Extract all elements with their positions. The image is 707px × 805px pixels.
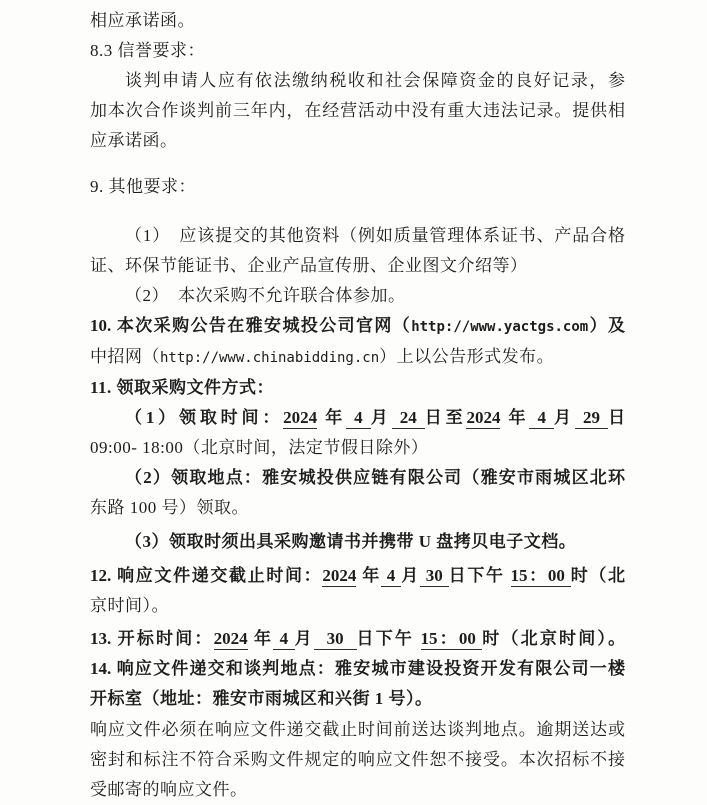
para-submission-notice-line-3 bbox=[90, 775, 625, 805]
line-text: 日 bbox=[608, 408, 626, 427]
line-text: 东路 100 号）领取。 bbox=[90, 498, 249, 517]
line-text: 日下午 bbox=[448, 566, 511, 585]
line-text: 13. 开标时间： bbox=[90, 629, 214, 648]
line-text: 10. 本次采购公告在雅安城投公司官网（ bbox=[90, 316, 412, 335]
collection-end-day: 29 bbox=[574, 408, 609, 427]
item-9-1-other-materials-line-2 bbox=[90, 251, 625, 281]
collection-end-year: 2024 bbox=[466, 408, 501, 427]
deadline-year: 2024 bbox=[322, 566, 357, 585]
collection-start-day: 24 bbox=[391, 408, 425, 427]
line-text: 月 bbox=[370, 408, 392, 427]
line-text: 时（北京时间）。 bbox=[482, 629, 626, 648]
line-text: 年 bbox=[500, 408, 530, 427]
heading-text: 11. 领取采购文件方式： bbox=[90, 378, 275, 397]
line-text: 14. 响应文件递交和谈判地点：雅安城市建设投资开发有限公司一楼 bbox=[90, 659, 625, 678]
line-text: （1） 应该提交的其他资料（例如质量管理体系证书、产品合格 bbox=[125, 226, 625, 245]
url-chinabidding: http://www.chinabidding.cn bbox=[160, 350, 380, 366]
clause-10-announcement-line-1 bbox=[90, 311, 625, 342]
item-11-2-collection-place-line-2 bbox=[90, 493, 625, 523]
clause-10-announcement-line-2 bbox=[90, 342, 625, 373]
line-text: 密封和标注不符合采购文件规定的响应文件恕不接受。本次招标不接 bbox=[90, 750, 625, 769]
line-text: 日至 bbox=[424, 408, 467, 427]
item-11-2-collection-place-line-1 bbox=[90, 463, 625, 493]
line-text: 受邮寄的响应文件。 bbox=[90, 780, 248, 799]
line-text: ）上以公告形式发布。 bbox=[379, 347, 555, 366]
heading-text: 8.3 信誉要求： bbox=[90, 41, 205, 60]
line-commitment-letter-cont bbox=[90, 6, 625, 36]
para-submission-notice-line-1 bbox=[90, 715, 625, 745]
item-11-1-collection-time bbox=[90, 403, 625, 433]
line-text: 月 bbox=[401, 566, 420, 585]
line-text: 中招网（ bbox=[90, 347, 160, 366]
opening-year: 2024 bbox=[213, 629, 248, 648]
clause-14-submission-location-line-2 bbox=[90, 684, 625, 714]
line-text: （2）领取地点：雅安城投供应链有限公司（雅安市雨城区北环 bbox=[125, 468, 625, 487]
line-text: 月 bbox=[554, 408, 575, 427]
item-11-3-collection-requirements bbox=[90, 527, 625, 557]
line-text: 应承诺函。 bbox=[90, 131, 178, 150]
line-text: （1）领取时间： bbox=[125, 408, 284, 427]
url-yactgs: http://www.yactgs.com bbox=[411, 319, 589, 335]
opening-time: 15：00 bbox=[420, 629, 483, 648]
opening-month: 4 bbox=[273, 629, 295, 648]
line-text: （3）领取时须出具采购邀请书并携带 U 盘拷贝电子文档。 bbox=[125, 532, 577, 551]
line-text: 谈判申请人应有依法缴纳税收和社会保障资金的良好记录，参 bbox=[125, 71, 625, 90]
clause-13-bid-opening-time bbox=[90, 624, 625, 654]
clause-12-submission-deadline-line-2 bbox=[90, 591, 625, 621]
line-text: 月 bbox=[294, 629, 314, 648]
item-9-1-other-materials-line-1 bbox=[90, 221, 625, 251]
line-text: 年 bbox=[356, 566, 381, 585]
line-text: ）及 bbox=[588, 316, 626, 335]
line-text: 京时间）。 bbox=[90, 596, 169, 615]
deadline-time: 15：00 bbox=[510, 566, 571, 585]
line-text: 时（北 bbox=[570, 566, 626, 585]
line-text: （2） 本次采购不允许联合体参加。 bbox=[125, 286, 406, 305]
deadline-month: 4 bbox=[380, 566, 402, 585]
line-text: 响应文件必须在响应文件递交截止时间前送达谈判地点。逾期送达或 bbox=[90, 720, 625, 739]
clause-14-submission-location-line-1 bbox=[90, 654, 625, 684]
line-text: 年 bbox=[247, 629, 274, 648]
collection-end-month: 4 bbox=[529, 408, 555, 427]
para-credit-record-line-1 bbox=[90, 66, 625, 96]
para-credit-record-line-3 bbox=[90, 126, 625, 156]
para-credit-record-line-2 bbox=[90, 96, 625, 126]
para-submission-notice-line-2 bbox=[90, 745, 625, 775]
opening-day: 30 bbox=[313, 629, 357, 648]
line-text: 09:00- 18:00（北京时间，法定节假日除外） bbox=[90, 438, 429, 457]
line-text: 年 bbox=[317, 408, 347, 427]
collection-start-year: 2024 bbox=[283, 408, 318, 427]
line-text: 12. 响应文件递交截止时间： bbox=[90, 566, 323, 585]
line-text: 日下午 bbox=[356, 629, 421, 648]
line-text: 加本次合作谈判前三年内，在经营活动中没有重大违法记录。提供相 bbox=[90, 101, 625, 120]
line-text: 开标室（地址：雅安市雨城区和兴街 1 号）。 bbox=[90, 689, 433, 708]
line-text: 证、环保节能证书、企业产品宣传册、企业图文介绍等） bbox=[90, 256, 528, 275]
collection-start-month: 4 bbox=[346, 408, 371, 427]
clause-12-submission-deadline-line-1 bbox=[90, 561, 625, 591]
item-9-2-no-consortium bbox=[90, 281, 625, 311]
line-text: 相应承诺函。 bbox=[90, 11, 195, 30]
heading-9-other-requirements bbox=[90, 172, 625, 202]
item-11-1-collection-hours bbox=[90, 433, 625, 463]
deadline-day: 30 bbox=[419, 566, 449, 585]
heading-text: 9. 其他要求： bbox=[90, 177, 196, 196]
heading-11-document-collection bbox=[90, 373, 625, 403]
heading-8-3-credit-requirements bbox=[90, 36, 625, 66]
